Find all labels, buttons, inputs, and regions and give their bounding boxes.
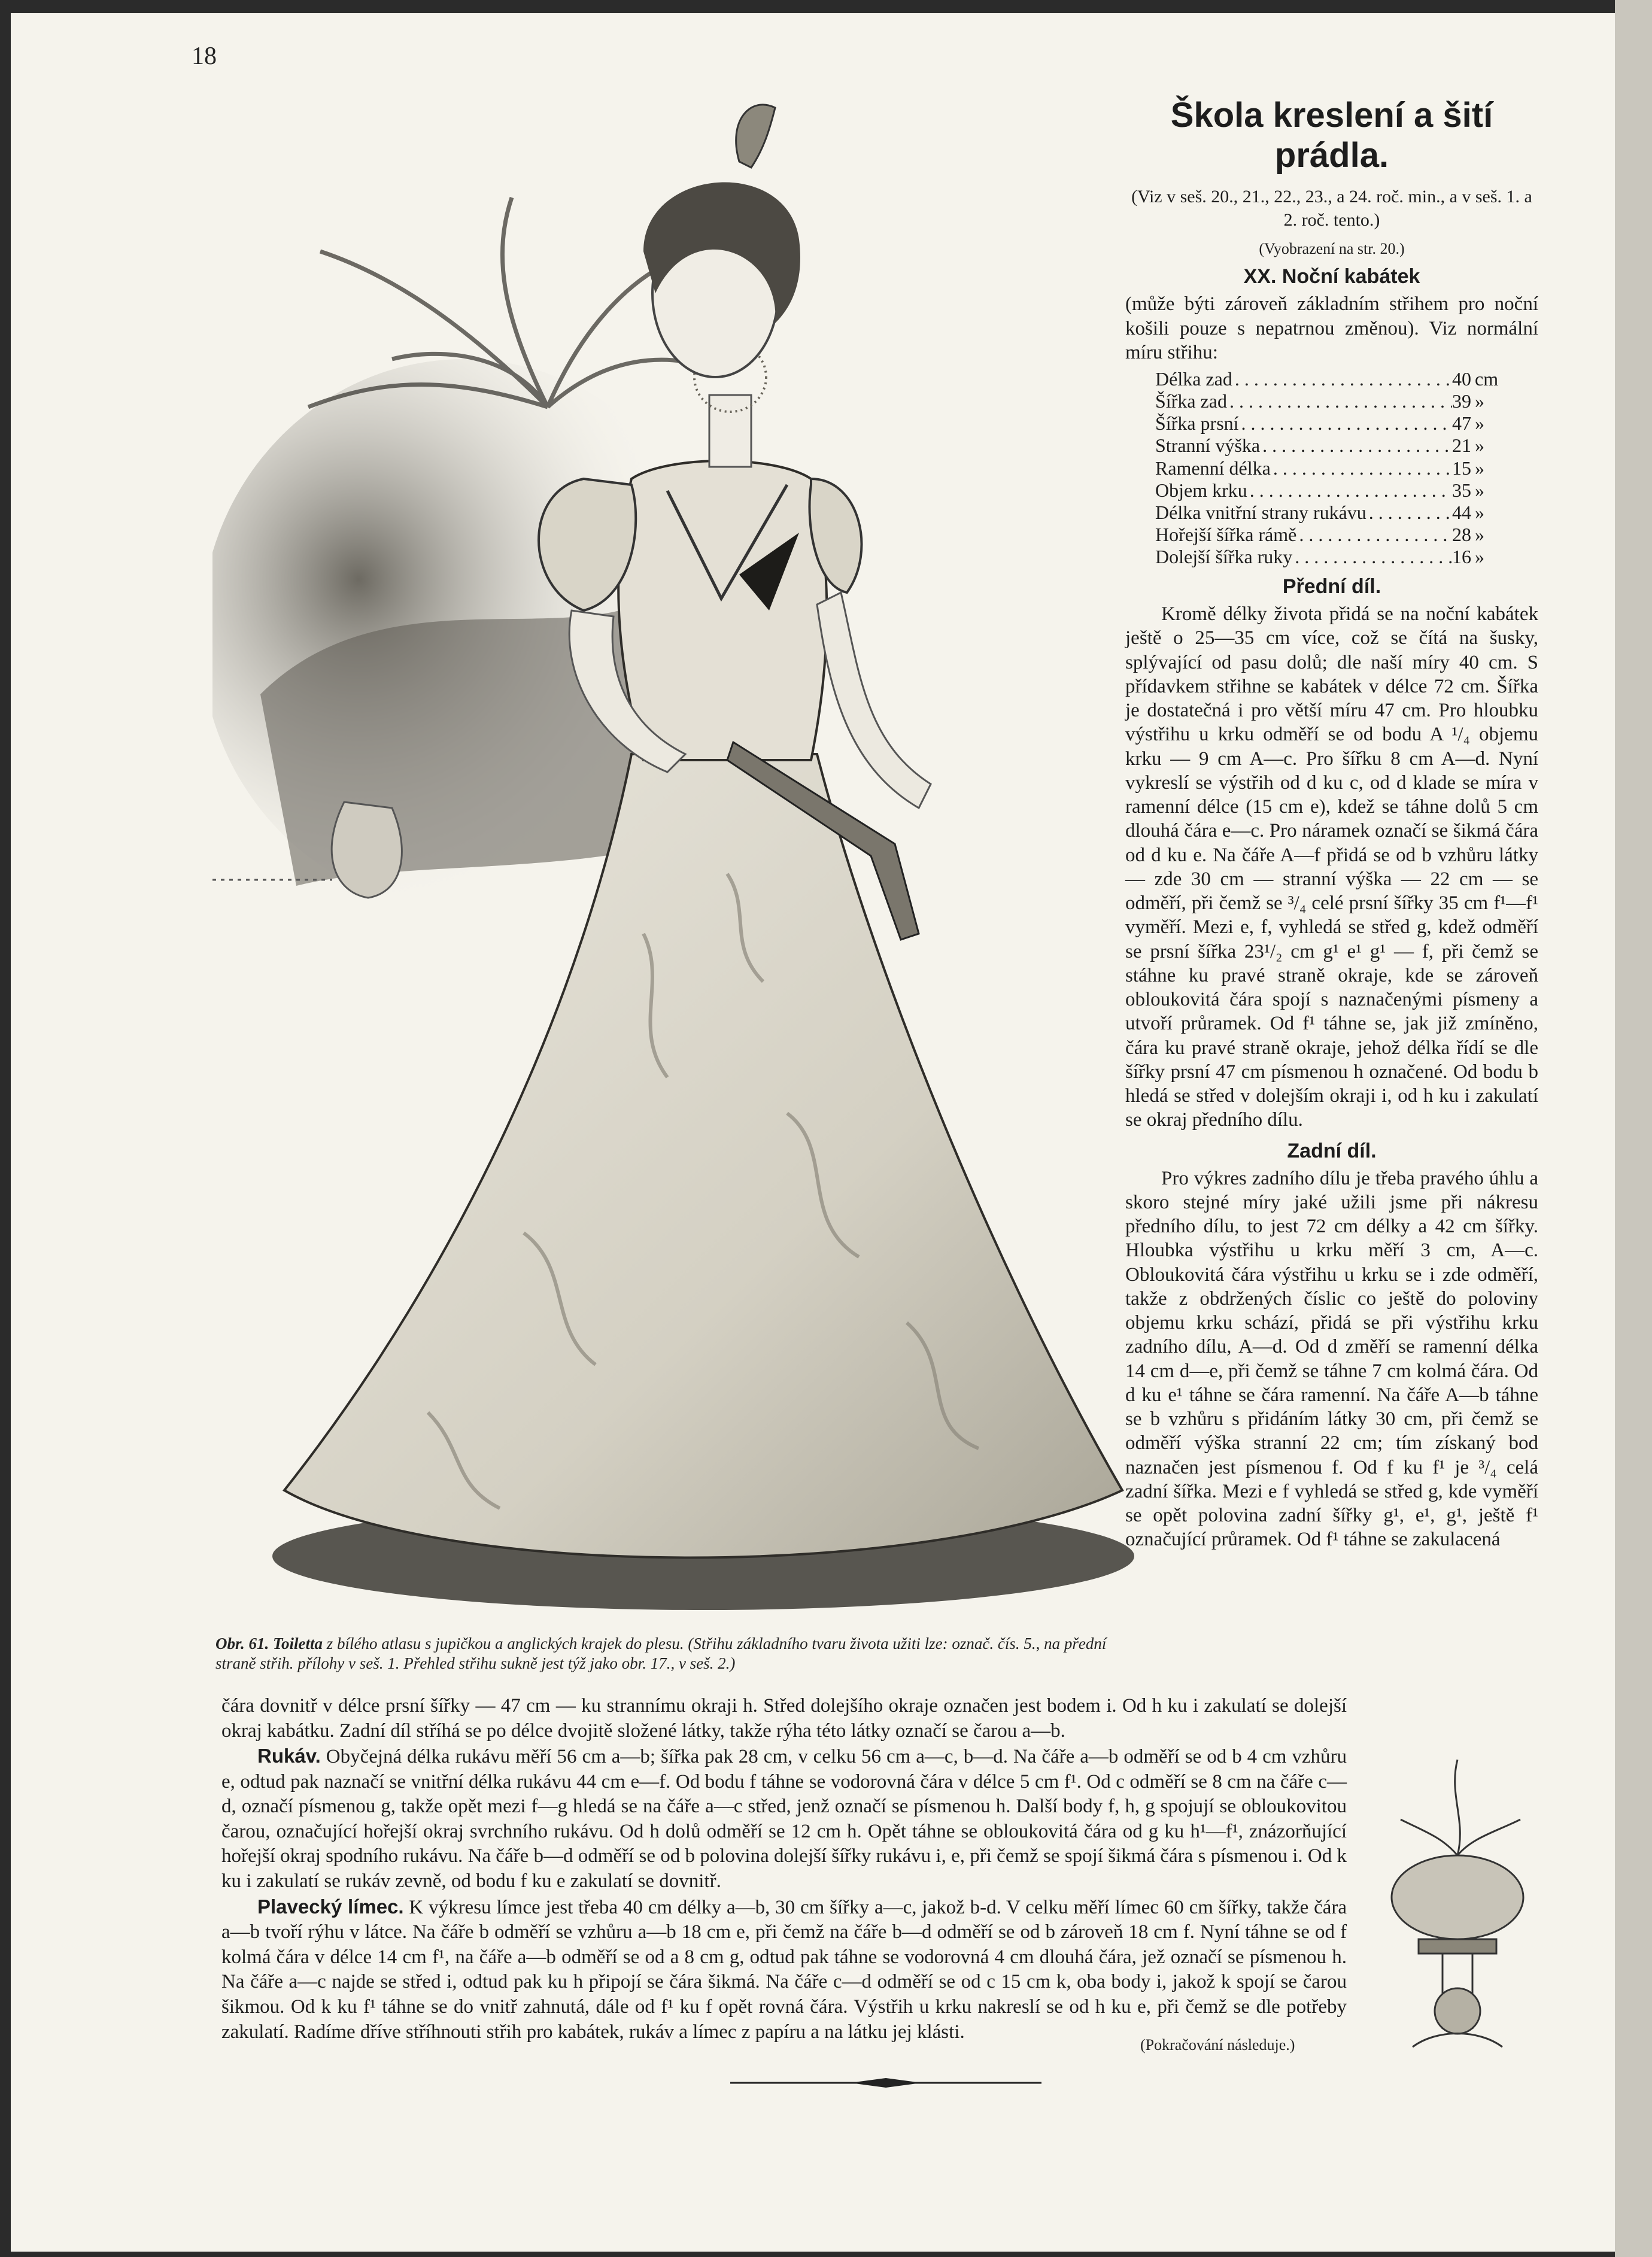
measurement-label: Ramenní délka [1155, 457, 1271, 479]
back-part-heading: Zadní díl. [1287, 1139, 1377, 1162]
collar-text: K výkresu límce jest třeba 40 cm délky a—b, 30 cm šířky a—c, jakož b-d. V celku měří límec 60 cm šířky, takže čára a—b tvoří rýhu v látce. Na čáře b odměří se vzhůru a—b 18 cm e, při čemž na čáře b—d odměří se od b zároveň 18 cm f. Nyní táhne se od f kolmá čára v délce 14 cm f¹, na čáře a—b odměří se od a 8 cm g, odtud pak táhne se vodorovná 4 cm dlouhá čára, jež označí se písmenou h. Na čáře a—c najde se střed i, odtud pak ku h připojí se čára šikmá. Na čáře c—d odměří se od c 15 cm k, oba body i, jakož k spojí se čarou šikmou. Od k ku f¹ táhne se do vnitř zahnutá, dále od f¹ ku f opět rovná čára. Výstřih u krku nakreslí se od h ku e, při čemž se dle potřeby zakulatí. Radíme dříve stříhnouti střih pro kabátek, rukáv a límec z papíru a na látku jej klásti. [221, 1896, 1347, 2043]
measurement-table [1155, 368, 1514, 568]
measurement-value: 35 [1452, 479, 1471, 501]
measurement-row [1155, 457, 1514, 479]
collar-heading: Plavecký límec. [257, 1895, 404, 1918]
fashion-illustration [212, 96, 1146, 1628]
measurement-value: 28 [1452, 523, 1471, 545]
measurement-label: Délka zad [1155, 368, 1232, 390]
measurement-row [1155, 502, 1514, 524]
measurement-unit: » [1475, 412, 1484, 435]
measurement-row [1155, 546, 1514, 568]
measurement-value: 21 [1452, 435, 1471, 457]
leader-dots [1292, 546, 1452, 568]
measurement-unit: » [1475, 435, 1484, 457]
measurement-unit: cm [1475, 368, 1499, 390]
measurement-unit: » [1475, 390, 1484, 412]
measurement-value: 40 [1452, 368, 1471, 390]
intro-text: (může býti zároveň základním střihem pro noční košili pouze s nepatrnou změnou). Viz normální míru střihu: [1125, 293, 1538, 363]
measurement-value: 39 [1452, 390, 1471, 412]
article-reference: (Viz v seš. 20., 21., 22., 23., a 24. roč. min., a v seš. 1. a 2. roč. tento.) [1131, 187, 1532, 230]
measurement-unit: » [1475, 501, 1484, 523]
measurement-label: Stranní výška [1155, 435, 1261, 457]
bottom-text-block [221, 1694, 1538, 2045]
measurement-value: 16 [1452, 546, 1471, 567]
measurement-unit: » [1475, 523, 1484, 545]
measurement-label: Hořejší šířka rámě [1155, 523, 1297, 545]
measurement-row [1155, 390, 1514, 412]
measurement-unit: » [1475, 546, 1484, 567]
measurement-value: 15 [1452, 457, 1471, 479]
leader-dots [1247, 479, 1452, 502]
leader-dots [1232, 368, 1452, 390]
decorative-vignette [1377, 1748, 1538, 2059]
measurement-label: Délka vnitřní strany rukávu [1155, 501, 1366, 523]
leader-dots [1260, 435, 1452, 457]
measurement-value: 47 [1452, 412, 1471, 435]
collar-paragraph [221, 1894, 1347, 2045]
measurement-unit: » [1475, 457, 1484, 479]
measurement-label: Šířka prsní [1155, 412, 1239, 435]
measurement-row [1155, 524, 1514, 546]
measurement-label: Šířka zad [1155, 390, 1227, 412]
leader-dots [1239, 412, 1452, 435]
measurement-row [1155, 412, 1514, 435]
article-column [1125, 96, 1538, 1552]
front-part-text: Kromě délky života přidá se na noční kabátek ještě o 25—35 cm více, což se čítá na šusky, splývající od pasu dolů; dle naší míry 40 cm. S přídavkem střihne se kabátek v délce 72 cm. Šířka je dostatečná i pro větší míru 47 cm. Pro hloubku výstřihu u krku odměří se od bodu A ¹/₄ objemu krku — 9 cm A—c. Pro šířku 8 cm A—d. Nyní vykreslí se výstřih od d ku c, od d klade se míra v ramenní délce (15 cm e), kdež se táhne dolů 5 cm dlouhá čára e—c. Pro náramek označí se šikmá čára od d ku e. Na čáře A—f přidá se od b vzhůru látky — zde 30 cm — stranní výška — 22 cm — se odměří, při čemž se ³/₄ celé prsní šířky 35 cm f¹—f¹ vyměří. Mezi e, f, vyhledá se střed g, kdež odměří se prsní šířka 23¹/₂ cm g¹ e¹ g¹ — f, při čemž se stáhne ku pravé straně okraje, kde se zároveň obloukovitá čára spojí s naznačenými písmeny a utvoří průramek. Od f¹ táhne se, jak již zmíněno, čára ku pravé straně okraje, jehož délka řídí se dle šířky prsní 47 cm písmenou h označené. Od bodu b hledá se střed v dolejším okraji i, od h ku i zakulatí se okraj předního dílu. [1125, 603, 1538, 1131]
caption-title: Toiletta [273, 1635, 323, 1652]
sleeve-heading: Rukáv. [257, 1745, 321, 1767]
back-part-continuation: čára dovnitř v délce prsní šířky — 47 cm — ku strannímu okraji h. Střed dolejšího okraje označen jest bodem i. Od h ku i zakulatí se dolejší okraj kabátku. Zadní díl stříhá se po délce dvojitě složené látky, takže rýha této látky označí se čarou a—b. [221, 1695, 1347, 1742]
leader-dots [1271, 457, 1452, 479]
section-heading: XX. Noční kabátek [1243, 265, 1420, 288]
page-number: 18 [192, 42, 217, 70]
sleeve-paragraph [221, 1743, 1347, 1894]
caption-text: z bílého atlasu s jupičkou a anglických krajek do plesu. (Střihu základního tvaru života užiti lze: označ. čís. 5., na přední straně střih. přílohy v seš. 1. Přehled střihu sukně jest týž jako obr. 17., v seš. 2.) [215, 1635, 1107, 1672]
figure-caption [215, 1634, 1143, 1673]
back-part-text: Pro výkres zadního dílu je třeba pravého úhlu a skoro stejné míry jaké užili jsme při nákresu předního dílu, to jest 72 cm délky a 42 cm šířky. Hloubka výstřihu u krku měří 3 cm, A—c. Obloukovitá čára výstřihu u krku se i zde odměří, takže z obdržených číslic co ještě do poloviny objemu krku schází, přidá se při výstřihu krku zadního dílu, A—d. Od d změří se ramenní délka 14 cm d—e, při čemž se táhne 7 cm kolmá čára. Od d ku e¹ táhne se čára ramenní. Na čáře A—b táhne se b vzhůru s přidáním látky 30 cm, při čemž se odměří výška stranní 22 cm; tím získaný bod naznačen jest písmenou f. Od f ku f¹ je ³/₄ celá zadní šířka. Mezi e f vyhledá se střed g, kde vyměří se opět polovina zadní šířky g¹, e¹, g¹, ještě f¹ označující průramek. Od f¹ táhne se zakulacená [1125, 1167, 1538, 1551]
front-part-heading: Přední díl. [1282, 575, 1381, 599]
continuation-note: (Pokračování následuje.) [1140, 2036, 1295, 2054]
measurement-row [1155, 368, 1514, 390]
measurement-row [1155, 479, 1514, 502]
measurement-row [1155, 435, 1514, 457]
article-title: Škola kreslení a šití prádla. [1170, 96, 1493, 175]
leader-dots [1366, 502, 1452, 524]
leader-dots [1227, 390, 1452, 412]
page-edge [1615, 0, 1652, 2257]
image-reference: (Vyobrazení na str. 20.) [1259, 240, 1405, 258]
caption-label: Obr. 61. [215, 1635, 269, 1652]
measurement-value: 44 [1452, 501, 1471, 523]
leader-dots [1296, 524, 1452, 546]
measurement-label: Dolejší šířka ruky [1155, 546, 1293, 567]
measurement-label: Objem krku [1155, 479, 1247, 501]
ornamental-divider [730, 2077, 1041, 2089]
sleeve-text: Obyčejná délka rukávu měří 56 cm a—b; šířka pak 28 cm, v celku 56 cm a—c, b—d. Na čáře a—b odměří se od b 4 cm vzhůru e, odtud pak naznačí se vnitřní délka rukávu 44 cm e—f. Od bodu f táhne se vodorovná čára v délce 5 cm f¹. Od c odměří se 8 cm na čáře c—d, označí písmenou g, takže opět mezi f—g hledá se na čáře a—c střed, jenž označí se písmenou h. Další body f, h, g spojují se obloukovitou čarou, označující hořejší okraj svrchního rukávu. Od h dolů odměří se 12 cm h. Opět táhne se obloukovitá čára od g ku h¹—f¹, znázorňující hořejší okraj spodního rukávu. Na čáře b—d odměří se od b polovina dolejší šířky rukávu i, e, při čemž se spojí šikmá čára s písmenou i. Od k ku i zakulatí se rukáv zevně, od bodu f ku e zakulatí se dovnitř. [221, 1746, 1347, 1893]
measurement-unit: » [1475, 479, 1484, 501]
gown-engraving [212, 96, 1146, 1628]
